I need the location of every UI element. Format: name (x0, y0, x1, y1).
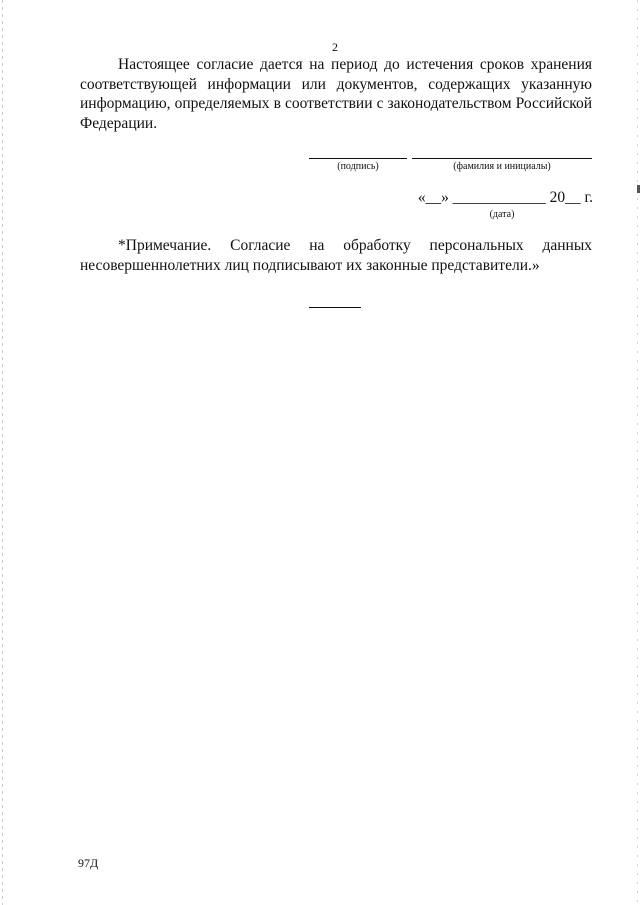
signature-block (0, 148, 640, 178)
name-caption: (фамилия и инициалы) (453, 161, 551, 172)
signature-line (309, 158, 407, 159)
signature-caption: (подпись) (337, 161, 379, 172)
footer-code: 97Д (78, 856, 99, 870)
name-line (412, 158, 592, 159)
date-block (0, 189, 640, 225)
date-caption: (дата) (489, 209, 515, 220)
scan-edge-right (637, 0, 638, 905)
page-number: 2 (332, 40, 338, 54)
consent-period-paragraph: Настоящее согласие дается на период до истечения сроков хранения соответствующей информации или документов, содержащих указанную информацию, определяемых в соответствии с законодательством Российской Федерации. (80, 56, 592, 132)
date-line: «__» ____________ 20__ г. (417, 189, 593, 206)
scan-edge-left (2, 0, 3, 905)
note-paragraph: *Примечание. Согласие на обработку персональных данных несовершеннолетних лиц подписывают их законные представители.» (80, 237, 592, 274)
separator-line (309, 307, 361, 308)
